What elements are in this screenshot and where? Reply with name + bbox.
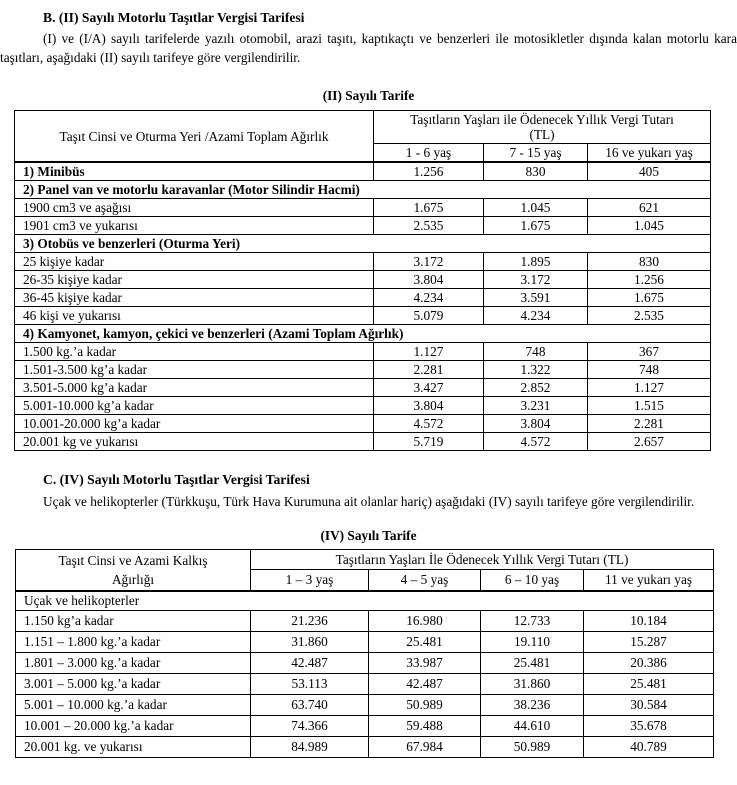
table-row (15, 433, 711, 451)
tax-amount-cell: 30.584 (584, 694, 714, 715)
tax-amount-cell: 4.234 (374, 289, 484, 307)
table-row (16, 673, 714, 694)
table4-header-row-1 (16, 549, 714, 569)
tax-amount-cell: 42.487 (251, 652, 369, 673)
tax-amount-cell: 1.045 (588, 217, 711, 235)
tax-amount-cell: 31.860 (481, 673, 584, 694)
tax-amount-cell: 748 (588, 361, 711, 379)
table2-age-header-2: 7 - 15 yaş (484, 144, 588, 163)
row-label: Uçak ve helikopterler (16, 591, 714, 611)
tax-amount-cell: 53.113 (251, 673, 369, 694)
table-row (16, 631, 714, 652)
table-row (15, 253, 711, 271)
tax-amount-cell: 2.535 (588, 307, 711, 325)
table-row (16, 694, 714, 715)
table4-age-header-2: 4 – 5 yaş (369, 570, 481, 591)
table4-vehicle-type-header (16, 549, 251, 591)
tax-amount-cell: 63.740 (251, 694, 369, 715)
tax-amount-cell: 1.127 (588, 379, 711, 397)
table4-title: (IV) Sayılı Tarife (320, 527, 417, 543)
tax-amount-cell: 25.481 (584, 673, 714, 694)
tax-amount-cell: 3.172 (374, 253, 484, 271)
tax-amount-cell: 21.236 (251, 610, 369, 631)
table4-group-header: Taşıtların Yaşları İle Ödenecek Yıllık Vergi Tutarı (TL) (251, 549, 714, 569)
tax-amount-cell: 3.804 (374, 271, 484, 289)
row-label: 5.001 – 10.000 kg.’a kadar (16, 694, 251, 715)
tax-amount-cell: 50.989 (369, 694, 481, 715)
tax-amount-cell: 1.256 (588, 271, 711, 289)
tax-amount-cell: 367 (588, 343, 711, 361)
row-label: 1900 cm3 ve aşağısı (15, 199, 374, 217)
tax-amount-cell: 621 (588, 199, 711, 217)
row-label: 20.001 kg. ve yukarısı (16, 736, 251, 757)
tariff-table-2 (14, 110, 711, 451)
tax-amount-cell: 16.980 (369, 610, 481, 631)
section-c-paragraph: Uçak ve helikopterler (Türkkuşu, Türk Hava Kurumuna ait olanlar hariç) aşağıdaki (IV) sayılı tarifeye göre vergilendirilir. (43, 493, 695, 509)
row-label: 26-35 kişiye kadar (15, 271, 374, 289)
tax-amount-cell: 1.675 (588, 289, 711, 307)
tax-amount-cell: 1.675 (484, 217, 588, 235)
tax-amount-cell: 42.487 (369, 673, 481, 694)
table-row (15, 162, 711, 181)
tax-amount-cell: 830 (588, 253, 711, 271)
table2-age-header-1: 1 - 6 yaş (374, 144, 484, 163)
tax-amount-cell: 3.172 (484, 271, 588, 289)
table-row (15, 415, 711, 433)
tax-amount-cell: 830 (484, 162, 588, 181)
table2-group-header (374, 111, 711, 144)
table-row (15, 379, 711, 397)
tax-amount-cell: 10.184 (584, 610, 714, 631)
table4-vehicle-type-header-line2: Ağırlığı (111, 571, 155, 587)
row-label: 1901 cm3 ve yukarısı (15, 217, 374, 235)
tax-amount-cell: 3.231 (484, 397, 588, 415)
table-row (15, 199, 711, 217)
tax-amount-cell: 74.366 (251, 715, 369, 736)
row-label: 1.151 – 1.800 kg.’a kadar (16, 631, 251, 652)
tax-amount-cell: 40.789 (584, 736, 714, 757)
table2-vehicle-type-header: Taşıt Cinsi ve Oturma Yeri /Azami Toplam Ağırlık (15, 111, 374, 163)
tax-amount-cell: 44.610 (481, 715, 584, 736)
tax-amount-cell: 5.719 (374, 433, 484, 451)
section-row (15, 235, 711, 253)
tax-amount-cell: 19.110 (481, 631, 584, 652)
tax-amount-cell: 1.322 (484, 361, 588, 379)
tariff-table-4 (15, 549, 714, 758)
section-c-heading: C. (IV) Sayılı Motorlu Taşıtlar Vergisi Tarifesi (43, 472, 310, 488)
tax-amount-cell: 2.281 (374, 361, 484, 379)
tax-amount-cell: 4.572 (374, 415, 484, 433)
tax-amount-cell: 1.127 (374, 343, 484, 361)
row-label: 1.501-3.500 kg’a kadar (15, 361, 374, 379)
tax-amount-cell: 12.733 (481, 610, 584, 631)
table2-group-header-line1: Taşıtların Yaşları ile Ödenecek Yıllık Vergi Tutarı (410, 112, 674, 128)
row-label: 1.150 kg’a kadar (16, 610, 251, 631)
tax-amount-cell: 20.386 (584, 652, 714, 673)
row-label: 1.801 – 3.000 kg.’a kadar (16, 652, 251, 673)
table-row (15, 307, 711, 325)
row-label: 10.001-20.000 kg’a kadar (15, 415, 374, 433)
tax-amount-cell: 1.515 (588, 397, 711, 415)
tax-amount-cell: 35.678 (584, 715, 714, 736)
table4-vehicle-type-header-line1: Taşıt Cinsi ve Azami Kalkış (58, 552, 208, 568)
table2-title: (II) Sayılı Tarife (322, 88, 415, 104)
tax-amount-cell: 59.488 (369, 715, 481, 736)
table-row (16, 715, 714, 736)
table4-age-header-3: 6 – 10 yaş (481, 570, 584, 591)
tax-amount-cell: 3.427 (374, 379, 484, 397)
tax-amount-cell: 3.804 (484, 415, 588, 433)
row-label: 3.501-5.000 kg’a kadar (15, 379, 374, 397)
row-label: 46 kişi ve yukarısı (15, 307, 374, 325)
row-label: 1.500 kg.’a kadar (15, 343, 374, 361)
tax-amount-cell: 15.287 (584, 631, 714, 652)
table2-header-row-1 (15, 111, 711, 144)
table4-age-header-4: 11 ve yukarı yaş (584, 570, 714, 591)
row-label: 25 kişiye kadar (15, 253, 374, 271)
table-row (15, 397, 711, 415)
row-label: 36-45 kişiye kadar (15, 289, 374, 307)
tax-amount-cell: 748 (484, 343, 588, 361)
row-label: 2) Panel van ve motorlu karavanlar (Motor Silindir Hacmi) (15, 181, 711, 199)
tax-amount-cell: 2.535 (374, 217, 484, 235)
tax-amount-cell: 1.256 (374, 162, 484, 181)
tax-amount-cell: 4.234 (484, 307, 588, 325)
tax-amount-cell: 50.989 (481, 736, 584, 757)
table2-group-header-line2: (TL) (529, 127, 555, 143)
row-label: 1) Minibüs (15, 162, 374, 181)
row-label: 5.001-10.000 kg’a kadar (15, 397, 374, 415)
tax-amount-cell: 405 (588, 162, 711, 181)
row-label: 4) Kamyonet, kamyon, çekici ve benzerleri (Azami Toplam Ağırlık) (15, 325, 711, 343)
tax-amount-cell: 5.079 (374, 307, 484, 325)
table-row (15, 271, 711, 289)
tax-amount-cell: 38.236 (481, 694, 584, 715)
row-label: 3) Otobüs ve benzerleri (Oturma Yeri) (15, 235, 711, 253)
tax-amount-cell: 3.591 (484, 289, 588, 307)
tax-amount-cell: 33.987 (369, 652, 481, 673)
table-row (15, 361, 711, 379)
tax-amount-cell: 67.984 (369, 736, 481, 757)
tax-amount-cell: 2.657 (588, 433, 711, 451)
table-row (15, 343, 711, 361)
table-row (16, 652, 714, 673)
table-row (15, 217, 711, 235)
table-row (16, 610, 714, 631)
table-row (15, 289, 711, 307)
tax-amount-cell: 1.895 (484, 253, 588, 271)
table2-age-header-3: 16 ve yukarı yaş (588, 144, 711, 163)
table-row (16, 736, 714, 757)
section-row (15, 325, 711, 343)
table4-age-header-1: 1 – 3 yaş (251, 570, 369, 591)
tax-amount-cell: 3.804 (374, 397, 484, 415)
tax-amount-cell: 4.572 (484, 433, 588, 451)
tax-amount-cell: 84.989 (251, 736, 369, 757)
section-row (16, 591, 714, 611)
tax-amount-cell: 31.860 (251, 631, 369, 652)
section-b-paragraph: (I) ve (I/A) sayılı tarifelerde yazılı otomobil, arazi taşıtı, kaptıkaçtı ve benzerleri ile motosikletler dışında kalan motorlu kara taşıtları, aşağıdaki (II) sayılı tarifeye göre vergilendirilir. (0, 31, 737, 66)
row-label: 10.001 – 20.000 kg.’a kadar (16, 715, 251, 736)
section-b-heading: B. (II) Sayılı Motorlu Taşıtlar Vergisi Tarifesi (43, 10, 305, 25)
tax-amount-cell: 2.852 (484, 379, 588, 397)
tax-amount-cell: 2.281 (588, 415, 711, 433)
section-row (15, 181, 711, 199)
row-label: 20.001 kg ve yukarısı (15, 433, 374, 451)
tax-amount-cell: 1.045 (484, 199, 588, 217)
tax-amount-cell: 1.675 (374, 199, 484, 217)
tax-amount-cell: 25.481 (369, 631, 481, 652)
tax-amount-cell: 25.481 (481, 652, 584, 673)
row-label: 3.001 – 5.000 kg.’a kadar (16, 673, 251, 694)
